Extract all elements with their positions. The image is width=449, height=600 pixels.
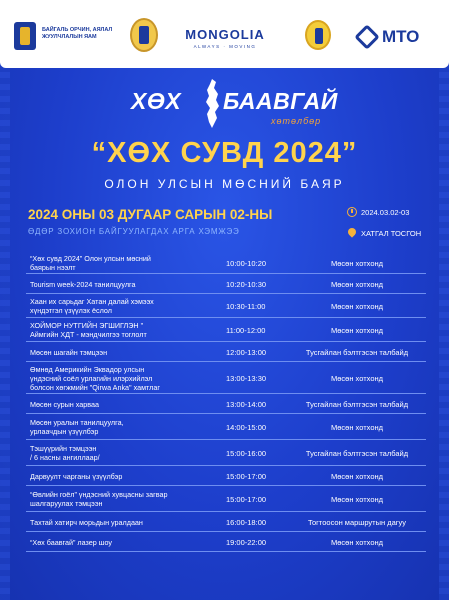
event-logo-left-word: ХӨХ (131, 88, 182, 114)
schedule-location: Мөсөн хотхонд (330, 301, 384, 311)
schedule-event-line: үндэсний соёл урлагийн илэрхийлэл (30, 373, 153, 383)
right-ornament-band (439, 0, 449, 600)
schedule-time: 10:00-10:20 (226, 258, 267, 268)
schedule-event-line: / 6 насны ангиллаар/ (30, 453, 100, 462)
schedule-row (26, 362, 426, 394)
schedule-event-line: Тахтай хатирч морьдын уралдаан (30, 517, 143, 527)
logo-bar (0, 0, 449, 68)
schedule-event (30, 418, 235, 436)
schedule-event-line: Мөсөн сурын харваа (30, 399, 100, 409)
schedule-time: 11:00-12:00 (226, 325, 266, 335)
schedule-row (26, 512, 426, 532)
schedule-location: Тогтоосон маршрутын дагуу (307, 517, 406, 527)
sub-title: ОЛОН УЛСЫН МӨСНИЙ БАЯР (104, 177, 345, 191)
date-subheading: ӨДӨР ЗОХИОН БАЙГУУЛАГДАХ АРГА ХЭМЖЭЭ (28, 227, 240, 236)
schedule-event-line: Дарвуулт чарганы үзүүлбэр (30, 471, 123, 481)
schedule-row (26, 394, 426, 414)
schedule-location: Мөсөн хотхонд (330, 494, 384, 504)
schedule-event (30, 280, 235, 289)
schedule-event (30, 348, 235, 357)
schedule-event (30, 490, 235, 508)
schedule-time: 16:00-18:00 (226, 517, 267, 527)
ministry-logo (14, 22, 113, 52)
schedule-row (26, 414, 426, 440)
schedule-event-line: Өмнөд Америкийн Эквадор улсын (30, 364, 145, 374)
event-logo-right-word: БААВГАЙ (223, 88, 338, 114)
event-place-text: ХАТГАЛ ТОСГОН (361, 229, 422, 238)
clock-icon (347, 207, 357, 217)
schedule-time: 15:00-16:00 (226, 448, 267, 458)
schedule-event-line: хүндэтгэл үзүүлэх ёслол (30, 306, 112, 315)
schedule-time: 13:00-14:00 (226, 399, 267, 409)
schedule-table (26, 252, 426, 592)
schedule-row (26, 486, 426, 512)
main-title: “ХӨХ СУВД 2024” (91, 137, 358, 169)
schedule-event-line: “Хөх сувд 2024” Олон улсын мөсний (30, 254, 151, 263)
schedule-event (30, 518, 235, 527)
schedule-time: 15:00-17:00 (226, 471, 267, 481)
schedule-row (26, 440, 426, 466)
schedule-location: Тусгайлан бэлтгэсэн талбайд (305, 347, 409, 357)
schedule-event-line: ХОЙМОР НУТГИЙН ЭГШИГЛЭН " (30, 321, 144, 330)
schedule-event (30, 297, 235, 315)
schedule-event-line: Аймгийн ХДТ - мэндчилгээ тоглолт (30, 330, 147, 339)
left-ornament-band (0, 0, 10, 600)
schedule-row (26, 466, 426, 486)
schedule-location: Мөсөн хотхонд (330, 279, 384, 289)
schedule-row (26, 274, 426, 294)
schedule-row (26, 532, 426, 552)
schedule-event-line: Tourism week-2024 танилцуулга (30, 279, 136, 289)
schedule-event-line: баярын нээлт (30, 263, 76, 272)
gold-soyombo-logo-icon (305, 20, 331, 50)
schedule-event-line: шалгаруулах тэмцээн (30, 499, 103, 508)
schedule-time: 10:30-11:00 (226, 301, 266, 311)
schedule-row (26, 318, 426, 342)
schedule-event (30, 538, 235, 547)
schedule-event (30, 365, 235, 392)
event-logo (123, 78, 338, 133)
schedule-location: Мөсөн хотхонд (330, 471, 384, 481)
schedule-location: Тусгайлан бэлтгэсэн талбайд (305, 448, 409, 458)
mongolia-brand-name: MONGOLIA (185, 27, 265, 42)
schedule-event (30, 321, 235, 339)
date-heading: 2024 ОНЫ 03 ДУГААР САРЫН 02-НЫ (28, 207, 273, 222)
mto-logo-text: МТО (382, 27, 420, 46)
mto-logo (358, 27, 438, 51)
schedule-event-line: болсон хөгжмийн "Qirwa Anka" хамтлаг (30, 382, 160, 392)
lake-silhouette-icon (201, 78, 223, 130)
schedule-time: 12:00-13:00 (226, 347, 267, 357)
schedule-row (26, 294, 426, 318)
schedule-row (26, 252, 426, 274)
schedule-event-line: Хаан их сарьдаг Хатан далай хэмээх (30, 297, 154, 306)
schedule-time: 19:00-22:00 (226, 537, 267, 547)
schedule-event-line: Мөсөн уралын танилцуулга, (30, 418, 124, 427)
schedule-location: Мөсөн хотхонд (330, 373, 384, 383)
soyombo-emblem-icon (14, 22, 36, 50)
schedule-location: Мөсөн хотхонд (330, 258, 384, 268)
schedule-event-line: Мөсөн шагайн тэмцээн (30, 347, 108, 357)
schedule-location: Мөсөн хотхонд (330, 422, 384, 432)
endless-knot-icon (354, 24, 379, 49)
seal-logo-icon (130, 18, 158, 52)
schedule-event-line: Тэшүүрийн тэмцээн (30, 444, 97, 453)
schedule-location: Тусгайлан бэлтгэсэн талбайд (305, 399, 409, 409)
schedule-event-line: урлаачдын үзүүлбэр (30, 427, 99, 436)
schedule-time: 10:20-10:30 (226, 279, 267, 289)
schedule-event-line: “Хөх баавгай” лазер шоу (30, 537, 112, 547)
schedule-location: Мөсөн хотхонд (330, 325, 384, 335)
schedule-time: 14:00-15:00 (226, 422, 267, 432)
mongolia-brand-tagline: ALWAYS · MOVING (193, 44, 257, 49)
schedule-event (30, 400, 235, 409)
mongolia-brand-logo (180, 27, 270, 57)
schedule-event (30, 472, 235, 481)
schedule-time: 13:00-13:30 (226, 373, 267, 383)
event-logo-sub-word: хөтөлбөр (271, 116, 322, 126)
event-date-text: 2024.03.02-03 (361, 208, 410, 217)
schedule-time: 15:00-17:00 (226, 494, 267, 504)
schedule-event (30, 254, 235, 272)
ministry-name: БАЙГАЛЬ ОРЧИН, АЯЛАЛ ЖУУЛЧЛАЛЫН ЯАМ (42, 27, 113, 40)
location-pin-icon (346, 226, 357, 237)
schedule-location: Мөсөн хотхонд (330, 537, 384, 547)
schedule-row (26, 342, 426, 362)
schedule-event (30, 444, 235, 462)
schedule-event-line: “Өвлийн гоёл” үндэсний хувцасны загвар (30, 490, 168, 499)
